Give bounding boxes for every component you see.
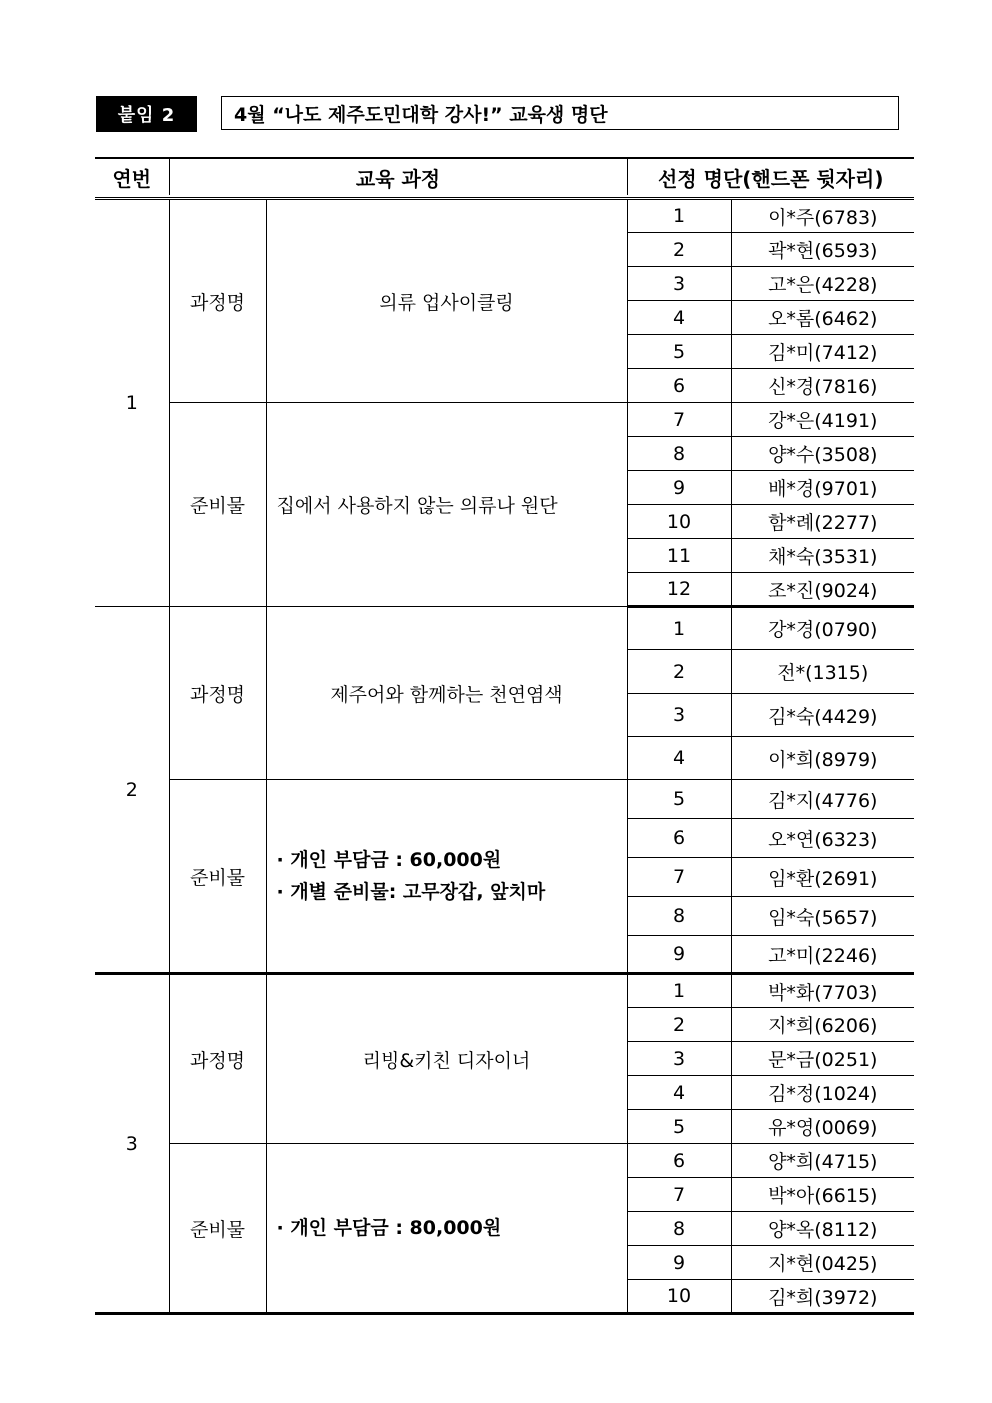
person-name: 박*아(6615) (731, 1178, 914, 1212)
person-number: 8 (627, 897, 731, 936)
person-name: 양*희(4715) (731, 1144, 914, 1178)
section-number: 2 (95, 607, 169, 974)
supplies-label: 준비물 (169, 403, 266, 607)
header-seq: 연번 (95, 158, 169, 195)
person-number: 6 (627, 369, 731, 403)
person-name: 전*(1315) (731, 650, 914, 694)
supplies-line: · 개인 부담금 : 80,000원 (276, 1217, 502, 1239)
course-name-label: 과정명 (169, 199, 266, 403)
person-name: 배*경(9701) (731, 471, 914, 505)
person-number: 3 (627, 694, 731, 737)
person-number: 8 (627, 1212, 731, 1246)
person-number: 9 (627, 471, 731, 505)
person-number: 10 (627, 505, 731, 539)
person-name: 문*금(0251) (731, 1042, 914, 1076)
person-name: 김*숙(4429) (731, 694, 914, 737)
course-name: 리빙&키친 디자이너 (266, 974, 627, 1144)
person-name: 강*경(0790) (731, 607, 914, 650)
person-name: 박*화(7703) (731, 974, 914, 1008)
person-name: 임*환(2691) (731, 858, 914, 897)
person-name: 강*은(4191) (731, 403, 914, 437)
person-number: 1 (627, 974, 731, 1008)
person-number: 12 (627, 573, 731, 607)
person-number: 3 (627, 267, 731, 301)
person-name: 고*미(2246) (731, 936, 914, 974)
table-row (95, 974, 914, 1008)
person-number: 4 (627, 737, 731, 780)
person-name: 곽*현(6593) (731, 233, 914, 267)
person-number: 4 (627, 301, 731, 335)
person-number: 1 (627, 607, 731, 650)
person-number: 8 (627, 437, 731, 471)
person-number: 5 (627, 335, 731, 369)
supplies-line: · 개별 준비물: 고무장갑, 앞치마 (276, 881, 546, 903)
person-name: 유*영(0069) (731, 1110, 914, 1144)
person-number: 6 (627, 1144, 731, 1178)
table-row (95, 780, 914, 819)
person-name: 조*진(9024) (731, 573, 914, 607)
header-course: 교육 과정 (169, 158, 627, 195)
table-row (95, 1144, 914, 1178)
table-row (95, 199, 914, 233)
supplies-description: 집에서 사용하지 않는 의류나 원단 (266, 403, 627, 607)
person-name: 오*롬(6462) (731, 301, 914, 335)
person-number: 5 (627, 1110, 731, 1144)
person-name: 임*숙(5657) (731, 897, 914, 936)
person-name: 함*례(2277) (731, 505, 914, 539)
header-names: 선정 명단(핸드폰 뒷자리) (627, 158, 914, 195)
table-row (95, 607, 914, 650)
person-number: 2 (627, 1008, 731, 1042)
supplies-line: · 개인 부담금 : 60,000원 (276, 849, 502, 871)
person-name: 지*현(0425) (731, 1246, 914, 1280)
person-name: 김*정(1024) (731, 1076, 914, 1110)
roster-table (95, 157, 914, 1315)
person-number: 5 (627, 780, 731, 819)
person-number: 2 (627, 233, 731, 267)
person-name: 채*숙(3531) (731, 539, 914, 573)
section-number: 3 (95, 974, 169, 1314)
person-number: 7 (627, 858, 731, 897)
person-number: 10 (627, 1280, 731, 1314)
person-name: 신*경(7816) (731, 369, 914, 403)
person-name: 이*주(6783) (731, 199, 914, 233)
supplies-description (266, 1144, 627, 1314)
person-name: 고*은(4228) (731, 267, 914, 301)
course-name-label: 과정명 (169, 607, 266, 780)
person-number: 2 (627, 650, 731, 694)
table-row (95, 403, 914, 437)
supplies-label: 준비물 (169, 780, 266, 974)
person-number: 7 (627, 403, 731, 437)
person-number: 9 (627, 1246, 731, 1280)
course-name: 의류 업사이클링 (266, 199, 627, 403)
person-name: 김*미(7412) (731, 335, 914, 369)
person-number: 9 (627, 936, 731, 974)
person-number: 6 (627, 819, 731, 858)
person-name: 양*옥(8112) (731, 1212, 914, 1246)
section-number: 1 (95, 199, 169, 607)
person-name: 양*수(3508) (731, 437, 914, 471)
attachment-badge: 붙임 2 (96, 96, 197, 132)
person-number: 4 (627, 1076, 731, 1110)
person-name: 지*희(6206) (731, 1008, 914, 1042)
person-number: 1 (627, 199, 731, 233)
course-name-label: 과정명 (169, 974, 266, 1144)
person-name: 김*지(4776) (731, 780, 914, 819)
supplies-label: 준비물 (169, 1144, 266, 1314)
person-name: 김*희(3972) (731, 1280, 914, 1314)
person-name: 오*연(6323) (731, 819, 914, 858)
person-number: 11 (627, 539, 731, 573)
course-name: 제주어와 함께하는 천연염색 (266, 607, 627, 780)
supplies-description (266, 780, 627, 974)
person-number: 3 (627, 1042, 731, 1076)
person-name: 이*희(8979) (731, 737, 914, 780)
table-header-row (95, 158, 914, 195)
person-number: 7 (627, 1178, 731, 1212)
document-title: 4월 “나도 제주도민대학 강사!” 교육생 명단 (221, 96, 899, 130)
